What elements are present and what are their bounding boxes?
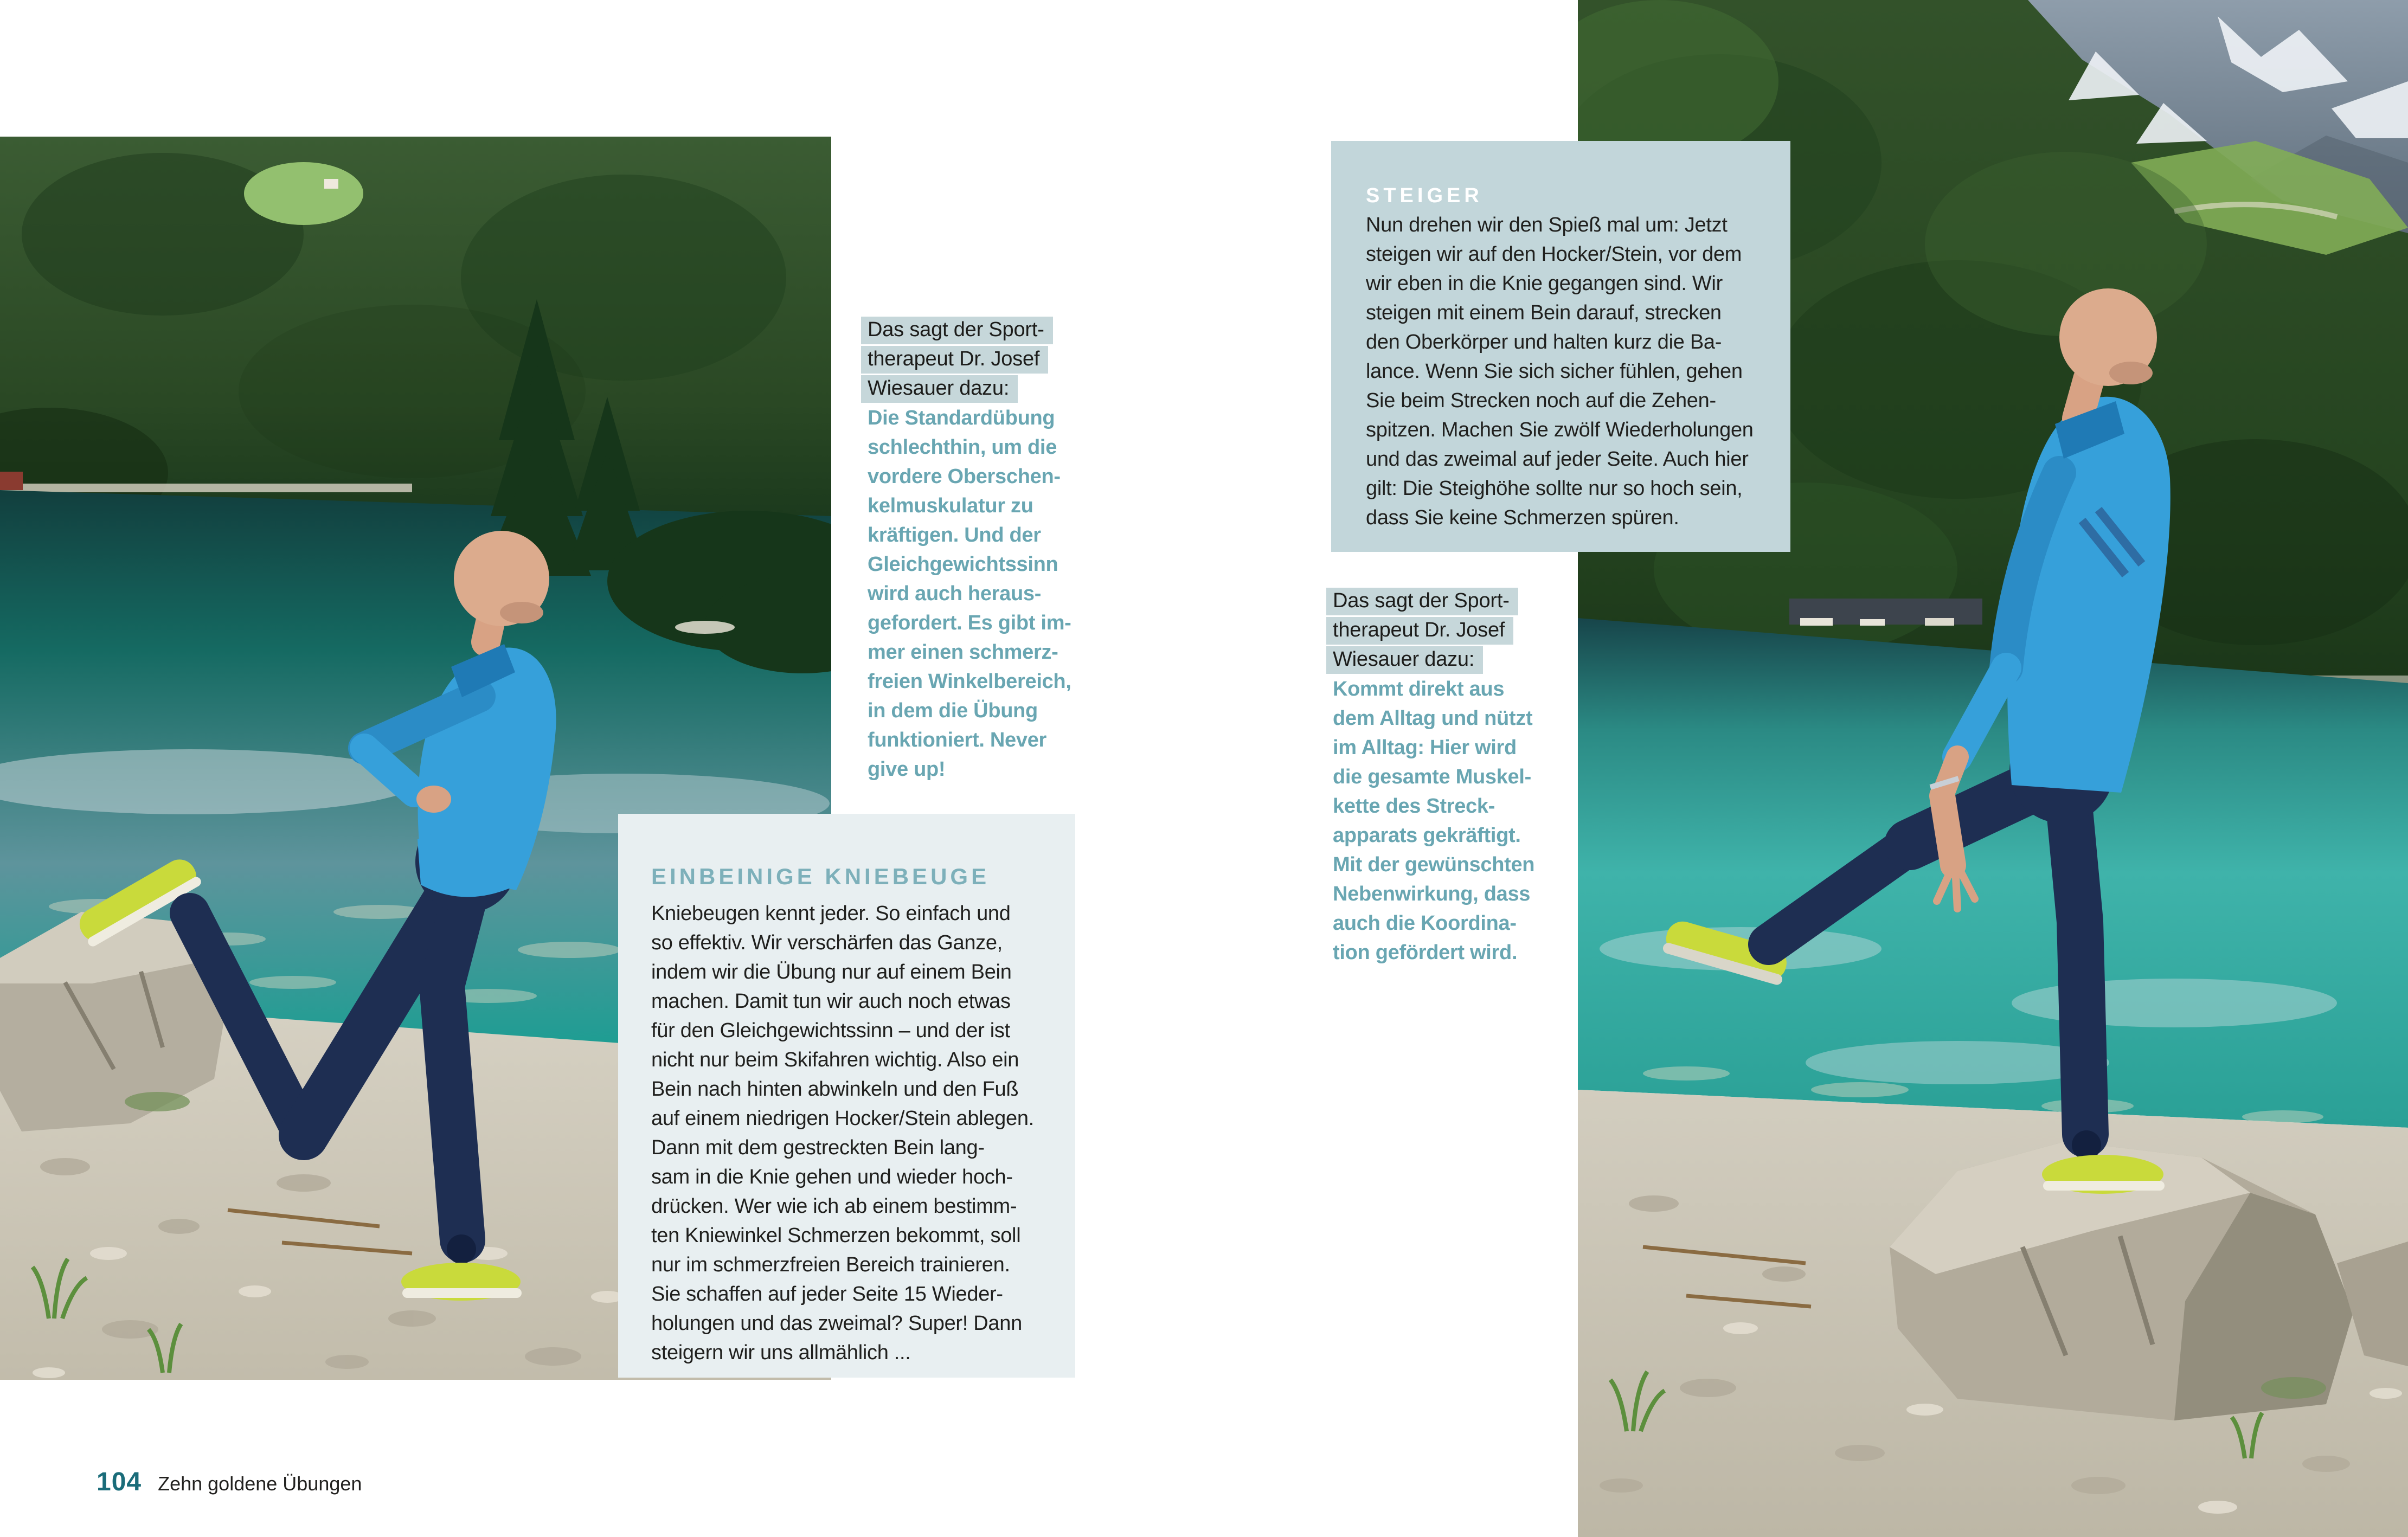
note-quote-line: dem Alltag und nützt — [1333, 706, 1533, 730]
note-intro-line: Wiesauer dazu: — [861, 374, 1100, 403]
note-quote-line: tion gefördert wird. — [1333, 941, 1518, 964]
note-quote-line: schlechthin, um die — [868, 435, 1057, 459]
exercise-text-line: Nun drehen wir den Spieß mal um: Jetzt — [1366, 213, 1728, 236]
note-quote-line: auch die Koordina- — [1333, 911, 1517, 935]
note-intro-line: Wiesauer dazu: — [1326, 645, 1565, 674]
exercise-text-line: sam in die Knie gehen und wieder hoch- — [651, 1165, 1013, 1188]
therapist-note-right — [1326, 587, 1565, 967]
beard — [500, 602, 543, 623]
exercise-text-line: nicht nur beim Skifahren wichtig. Also ein — [651, 1048, 1019, 1071]
exercise-text-line: machen. Damit tun wir auch noch etwas — [651, 989, 1011, 1013]
note-quote-line: kette des Streck- — [1333, 794, 1495, 818]
exercise-text-line: gilt: Die Steighöhe sollte nur so hoch sein, — [1366, 477, 1743, 500]
note-intro-line: Das sagt der Sport- — [1326, 587, 1565, 616]
exercise-text-line: steigern wir uns allmählich ... — [651, 1341, 911, 1364]
page-number: 104 — [97, 1468, 142, 1496]
chapter-title: Zehn goldene Übungen — [158, 1472, 362, 1495]
therapist-note-left — [861, 316, 1100, 784]
exercise-text-line: steigen wir auf den Hocker/Stein, vor dem — [1366, 242, 1742, 266]
exercise-text-line: für den Gleichgewichtssinn – und der ist — [651, 1019, 1010, 1042]
note-quote-line: give up! — [868, 757, 946, 781]
front-leg — [442, 866, 473, 1240]
beard — [2109, 362, 2153, 384]
note-quote-line: vordere Oberschen- — [868, 465, 1061, 488]
exercise-box-kniebeuge — [618, 814, 1075, 1378]
exercise-text-line: spitzen. Machen Sie zwölf Wiederholungen — [1366, 418, 1754, 441]
exercise-text-line: drücken. Wer wie ich ab einem bestimm- — [651, 1194, 1017, 1218]
exercise-text-line: Sie beim Strecken noch auf die Zehen- — [1366, 389, 1716, 412]
exercise-text-line: holungen und das zweimal? Super! Dann — [651, 1311, 1022, 1335]
note-quote-line: die gesamte Muskel- — [1333, 765, 1531, 788]
note-quote-line: wird auch heraus- — [868, 582, 1042, 605]
exercise-text-line: auf einem niedrigen Hocker/Stein ablegen. — [651, 1107, 1034, 1130]
exercise-box-title: STEIGER — [1366, 184, 1483, 207]
exercise-text-line: Sie schaffen auf jeder Seite 15 Wieder- — [651, 1282, 1003, 1306]
page-footer — [97, 1467, 362, 1497]
note-quote-line: funktioniert. Never — [868, 728, 1047, 751]
note-quote-line: in dem die Übung — [868, 699, 1038, 722]
note-quote-line: mer einen schmerz- — [868, 640, 1058, 664]
exercise-text-line: den Oberkörper und halten kurz die Ba- — [1366, 330, 1722, 353]
note-quote-line: kelmuskulatur zu — [868, 494, 1033, 517]
hand — [1942, 796, 1953, 865]
note-quote-line: apparats gekräftigt. — [1333, 824, 1521, 847]
exercise-text-line: dass Sie keine Schmerzen spüren. — [1366, 506, 1679, 529]
hut — [324, 179, 338, 189]
sock — [447, 1234, 476, 1264]
note-quote-line: Die Standardübung — [868, 406, 1055, 429]
exercise-text-line: ten Kniewinkel Schmerzen bekommt, soll — [651, 1224, 1021, 1247]
note-quote-line: Kommt direkt aus — [1333, 677, 1505, 700]
exercise-text-line: steigen mit einem Bein darauf, strecken — [1366, 301, 1722, 324]
note-intro-line: Das sagt der Sport- — [861, 316, 1100, 345]
exercise-text-line: Bein nach hinten abwinkeln und den Fuß — [651, 1077, 1019, 1101]
exercise-text-line: so effektiv. Wir verschärfen das Ganze, — [651, 931, 1003, 954]
note-intro-line: therapeut Dr. Josef — [1326, 616, 1565, 645]
note-quote-line: Mit der gewünschten — [1333, 853, 1535, 876]
exercise-text-line: lance. Wenn Sie sich sicher fühlen, gehen — [1366, 359, 1743, 383]
exercise-text-line: Kniebeugen kennt jeder. So einfach und — [651, 902, 1011, 925]
meadow-clearing — [244, 162, 363, 225]
boathouse-far — [0, 472, 23, 490]
note-quote-line: Nebenwirkung, dass — [1333, 882, 1531, 905]
note-quote-line: Gleichgewichtssinn — [868, 552, 1058, 576]
note-quote-line: freien Winkelbereich, — [868, 670, 1071, 693]
note-quote-line: gefordert. Es gibt im- — [868, 611, 1071, 634]
note-quote-line: kräftigen. Und der — [868, 523, 1041, 546]
exercise-box-steiger — [1331, 141, 1790, 552]
exercise-text-line: nur im schmerzfreien Bereich trainieren. — [651, 1253, 1010, 1276]
exercise-text-line: Dann mit dem gestreckten Bein lang- — [651, 1136, 985, 1159]
exercise-text-line: indem wir die Übung nur auf einem Bein — [651, 960, 1012, 983]
exercise-text-line: und das zweimal auf jeder Seite. Auch hier — [1366, 447, 1749, 471]
exercise-text-line: wir eben in die Knie gegangen sind. Wir — [1366, 272, 1723, 295]
hand — [416, 786, 451, 813]
note-intro-line: therapeut Dr. Josef — [861, 345, 1100, 374]
exercise-box-title: EINBEINIGE KNIEBEUGE — [651, 864, 990, 889]
note-quote-line: im Alltag: Hier wird — [1333, 736, 1517, 759]
boathouse — [1789, 599, 1982, 626]
standing-leg — [2066, 770, 2085, 1134]
